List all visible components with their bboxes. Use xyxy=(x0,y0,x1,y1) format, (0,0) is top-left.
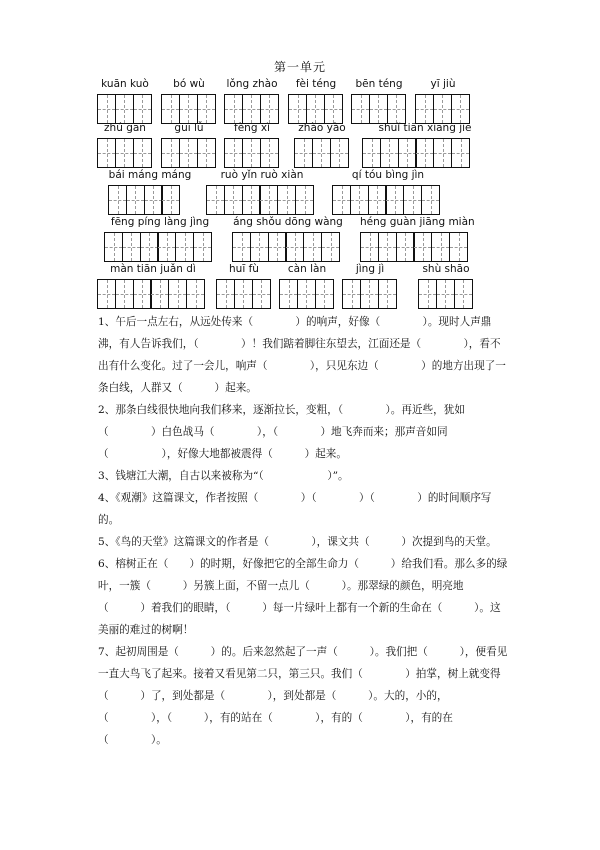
writing-boxes[interactable] xyxy=(97,279,209,309)
word-group xyxy=(161,120,217,168)
question-5: 5、《鸟的天堂》这篇课文的作者是（ ），课文共（ ）次提到鸟的天堂。 xyxy=(98,536,497,548)
word-group xyxy=(288,76,344,124)
word-group xyxy=(108,167,192,215)
question-4: 4、《观潮》这篇课文，作者按照（ ）（ ）（ ）的时间顺序写的。 xyxy=(98,492,492,526)
writing-boxes[interactable] xyxy=(104,232,216,262)
writing-boxes[interactable] xyxy=(161,138,217,168)
question-1: 1、午后一点左右，从远处传来（ ）的响声，好像（ ）。现时人声鼎沸，有人告诉我们，（ ）！我们踮着脚往东望去，江面还是（ ），看不出有什么变化。过了一会儿，响声（ ），只见东边（ ）的地方出现了一条白线，人群又（ ）起来。 xyxy=(98,316,506,394)
pinyin-label: màn tiān juǎn dì xyxy=(110,263,196,275)
pinyin-label: lǒng zhào xyxy=(226,78,278,90)
word-group xyxy=(418,261,474,309)
writing-boxes[interactable] xyxy=(332,185,444,215)
page-title: 第一单元 xyxy=(273,60,326,74)
pinyin-label: càn làn xyxy=(287,263,327,275)
question-6: 6、榕树正在（ ）的时期，好像把它的全部生命力（ ）给我们看。那么多的绿叶，一簇（ ）另簇上面，不留一点儿（ ）。那翠绿的颜色，明亮地（ ）着我们的眼睛，（ ）每一片绿叶上都有一个新的生命在（ ）。这美丽的难过的树啊！ xyxy=(98,558,508,636)
writing-boxes[interactable] xyxy=(232,232,344,262)
pinyin-label: ruò yǐn ruò xiàn xyxy=(220,169,304,181)
writing-boxes[interactable] xyxy=(97,138,153,168)
writing-boxes[interactable] xyxy=(294,138,350,168)
word-group xyxy=(224,76,280,124)
word-group xyxy=(332,167,444,215)
word-group xyxy=(161,76,217,124)
writing-boxes[interactable] xyxy=(360,232,472,262)
word-group xyxy=(279,261,335,309)
pinyin-label: jìng jì xyxy=(355,263,385,275)
pinyin-label: zhào yào xyxy=(298,122,346,134)
writing-boxes[interactable] xyxy=(342,279,398,309)
pinyin-label: bēn téng xyxy=(355,78,403,90)
word-group xyxy=(360,214,475,262)
word-group xyxy=(362,120,488,168)
word-group xyxy=(415,76,471,124)
word-group xyxy=(224,120,280,168)
pinyin-label: zhú gān xyxy=(104,122,146,134)
word-group xyxy=(97,261,209,309)
word-group xyxy=(351,76,407,124)
word-group xyxy=(97,120,153,168)
word-group xyxy=(97,76,153,124)
question-3: 3、钱塘江大潮，自古以来被称为“（ ）”。 xyxy=(98,470,349,482)
pinyin-label: fèng xì xyxy=(234,122,270,134)
pinyin-label: guī lǚ xyxy=(174,122,204,134)
writing-boxes[interactable] xyxy=(216,279,272,309)
pinyin-label: fèi téng xyxy=(295,78,337,90)
pinyin-label: yī jiù xyxy=(430,78,456,90)
pinyin-label: huī fù xyxy=(229,263,259,275)
writing-boxes[interactable] xyxy=(108,185,192,215)
word-group xyxy=(294,120,350,168)
word-group xyxy=(232,214,344,262)
writing-boxes[interactable] xyxy=(206,185,318,215)
pinyin-label: kuān kuò xyxy=(101,78,149,90)
pinyin-label: fēng píng làng jìng xyxy=(110,216,210,228)
question-7: 7、起初周围是（ ）的。后来忽然起了一声（ ）。我们把（ ），便看见一直大鸟飞了起来。接着又看见第二只，第三只。我们（ ）拍掌，树上就变得（ ）了，到处都是（ ），到处都是（ ）。大的，小的，（ ），（ ），有的站在（ ），有的（ ），有的在（ ）。 xyxy=(98,646,508,746)
word-group xyxy=(206,167,318,215)
word-group xyxy=(104,214,216,262)
question-2: 2、那条白线很快地向我们移来，逐渐拉长，变粗，（ ）。再近些，犹如（ ）白色战马（ ），（ ）地飞奔而来；那声音如同（ ），好像大地都被震得（ ）起来。 xyxy=(98,404,465,460)
pinyin-label: héng guàn jiāng miàn xyxy=(360,216,475,228)
fill-in-questions xyxy=(98,311,508,751)
pinyin-label: shuǐ tiān xiāng jiē xyxy=(378,122,472,134)
word-group xyxy=(216,261,272,309)
writing-boxes[interactable] xyxy=(224,138,280,168)
word-group xyxy=(342,261,398,309)
pinyin-label: qí tóu bìng jìn xyxy=(351,169,425,181)
pinyin-label: bó wù xyxy=(173,78,205,90)
writing-boxes[interactable] xyxy=(418,279,474,309)
writing-boxes[interactable] xyxy=(362,138,488,168)
pinyin-label: áng shǒu dōng wàng xyxy=(233,216,343,228)
pinyin-label: shù shāo xyxy=(422,263,470,275)
writing-boxes[interactable] xyxy=(279,279,335,309)
pinyin-label: bái máng máng xyxy=(108,169,192,181)
